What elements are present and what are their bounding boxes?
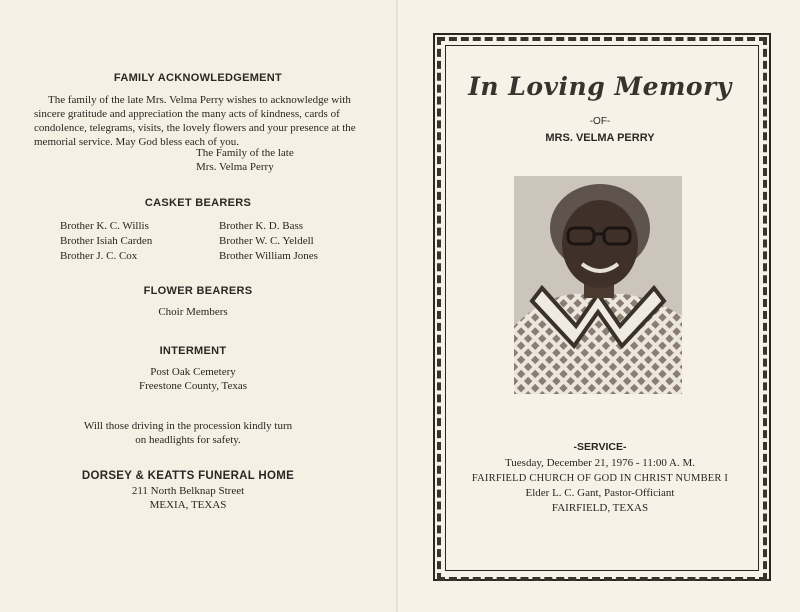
interment-location bbox=[0, 365, 386, 393]
service-date-time: Tuesday, December 21, 1976 - 11:00 A. M. bbox=[504, 457, 696, 469]
bearer-name: Brother K. D. Bass bbox=[219, 220, 304, 232]
bearer-name: Brother K. C. Willis bbox=[60, 220, 149, 232]
acknowledgement-signature bbox=[196, 146, 294, 174]
casket-bearers-right-column bbox=[219, 219, 318, 264]
acknowledgement-paragraph: The family of the late Mrs. Velma Perry wishes to acknowledge with sincere gratitude and appreciation the many acts of kindness, cards of condolence, telegrams, visits, the lovely flowers and your presence at the memorial service. May God bless each of you. bbox=[34, 94, 356, 148]
bearer-name: Brother W. C. Yeldell bbox=[219, 235, 314, 247]
portrait-photo-icon bbox=[514, 176, 682, 394]
interment-line-2: Freestone County, Texas bbox=[139, 380, 247, 392]
bearer-name: Brother William Jones bbox=[219, 250, 318, 262]
service-officiant: Elder L. C. Gant, Pastor-Officiant bbox=[525, 487, 675, 499]
memorial-title: In Loving Memory bbox=[468, 72, 732, 101]
funeral-home-street: 211 North Belknap Street bbox=[131, 485, 245, 497]
deceased-name: MRS. VELMA PERRY bbox=[545, 132, 655, 144]
interment-line-1: Post Oak Cemetery bbox=[150, 366, 236, 378]
procession-line-1: Will those driving in the procession kindly turn bbox=[83, 420, 293, 432]
service-details bbox=[450, 456, 750, 516]
signature-line-2: Mrs. Velma Perry bbox=[196, 161, 274, 173]
of-label: -OF- bbox=[589, 116, 611, 127]
interment-heading: INTERMENT bbox=[159, 345, 227, 357]
procession-line-2: on headlights for safety. bbox=[135, 434, 241, 446]
procession-note bbox=[0, 419, 376, 447]
service-heading: -SERVICE- bbox=[573, 441, 627, 453]
service-city: FAIRFIELD, TEXAS bbox=[551, 502, 649, 514]
casket-bearers-heading: CASKET BEARERS bbox=[144, 197, 252, 209]
portrait-photo bbox=[514, 176, 682, 394]
service-church: FAIRFIELD CHURCH OF GOD IN CHRIST NUMBER I bbox=[471, 473, 729, 484]
funeral-home-name: DORSEY & KEATTS FUNERAL HOME bbox=[81, 470, 295, 482]
casket-bearers-left-column bbox=[60, 219, 152, 264]
acknowledgement-heading: FAMILY ACKNOWLEDGEMENT bbox=[113, 72, 283, 84]
funeral-home-city: MEXIA, TEXAS bbox=[149, 499, 227, 511]
bearer-name: Brother Isiah Carden bbox=[60, 235, 153, 247]
signature-line-1: The Family of the late bbox=[196, 147, 294, 159]
flower-bearers-heading: FLOWER BEARERS bbox=[143, 285, 253, 297]
flower-bearers-text: Choir Members bbox=[158, 306, 228, 318]
funeral-home-address bbox=[0, 484, 376, 512]
bearer-name: Brother J. C. Cox bbox=[60, 250, 138, 262]
